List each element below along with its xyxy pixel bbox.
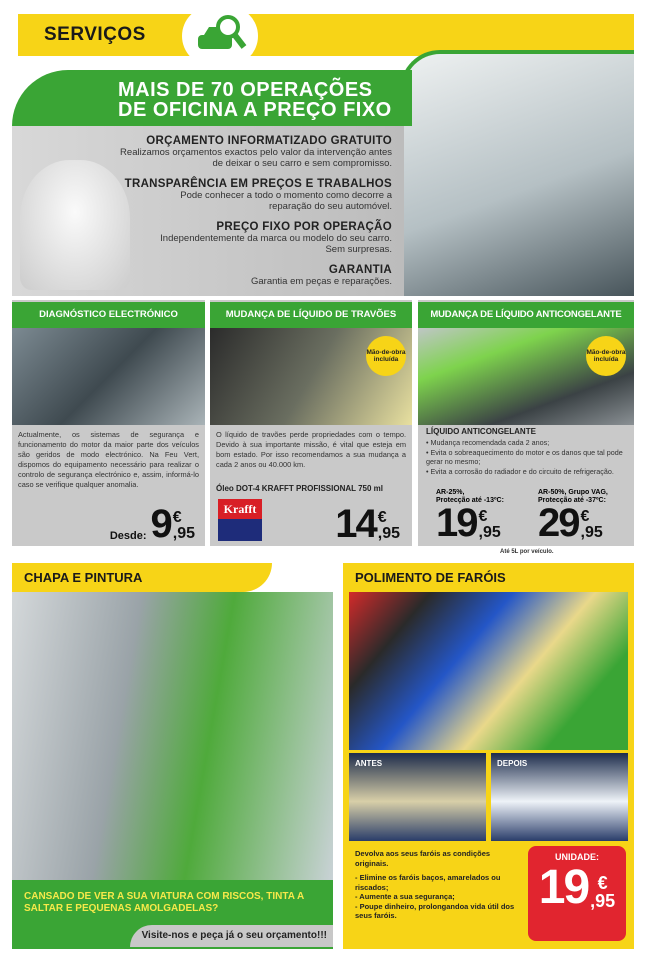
intro-text: Devolva aos seus faróis as condições originais. — [355, 849, 491, 868]
currency: € — [580, 508, 590, 525]
before-photo — [349, 753, 486, 841]
option-label: Protecção até -37ºC: — [538, 497, 606, 504]
car-magnifier-icon — [182, 6, 258, 66]
price-dec: ,95 — [478, 524, 501, 541]
bullet: - Elimine os faróis baços, amarelados ou riscados; — [355, 873, 501, 892]
service-travoes — [210, 300, 412, 546]
chapa-text: CANSADO DE VER A SUA VIATURA COM RISCOS, TINTA A SALTAR E PEQUENAS AMOLGADELAS? — [24, 891, 304, 914]
option-price — [436, 501, 504, 545]
feature-title: PREÇO FIXO POR OPERAÇÃO — [216, 221, 392, 233]
feature-text: Pode conhecer a todo o momento como decorre a reparação do seu automóvel. — [180, 190, 392, 212]
product-name: Óleo DOT-4 KRAFFT PROFISSIONAL 750 ml — [216, 484, 383, 493]
currency: € — [172, 509, 182, 526]
banner-title — [118, 80, 392, 120]
feature-title: TRANSPARÊNCIA EM PREÇOS E TRABALHOS — [124, 178, 392, 190]
option-label: AR-25%, — [436, 489, 465, 496]
option-price — [538, 501, 608, 545]
farois-section — [343, 563, 634, 949]
price-dec: ,95 — [377, 525, 400, 542]
feature-text: Independentemente da marca ou modelo do seu carro. Sem surpresas. — [160, 233, 392, 255]
krafft-logo — [218, 499, 262, 541]
bullet: • Evita a corrosão do radiador e do circuito de refrigeração. — [426, 466, 614, 476]
service-anticongelante — [418, 300, 634, 546]
service-title: DIAGNÓSTICO ELECTRÓNICO — [12, 302, 205, 328]
feature — [92, 135, 392, 169]
bullet-list — [355, 873, 521, 921]
service-text: Actualmente, os sistemas de segurança e funcionamento do motor da maior parte dos veículos são geridos de modo electrónico. Na Feu Vert, dispomos do equipamento necessário para realizar o controlo de segurança electrónico e, assim, informá-lo caso se verifique qualquer anomalia. — [18, 430, 199, 489]
currency: € — [377, 509, 387, 526]
price-label: UNIDADE: — [555, 852, 599, 862]
price-box — [528, 846, 626, 941]
volume-note: Até 5L por veículo. — [500, 549, 554, 555]
feature-title: GARANTIA — [328, 264, 392, 276]
price-int: 19 — [436, 501, 477, 545]
bullet-list — [426, 438, 630, 476]
feature — [92, 178, 392, 212]
price-int: 29 — [538, 501, 579, 545]
after-label: DEPOIS — [497, 759, 528, 768]
before-label: ANTES — [355, 759, 383, 768]
service-price — [109, 502, 195, 546]
banner-line-2: DE OFICINA A PREÇO FIXO — [118, 99, 392, 121]
labor-included-badge: Mão-de-obra incluída — [366, 336, 406, 376]
currency: € — [478, 508, 488, 525]
price-option — [538, 489, 608, 545]
feature-text: Garantia em peças e reparações. — [251, 276, 392, 287]
price-int: 9 — [150, 502, 171, 546]
labor-included-badge: Mão-de-obra incluída — [586, 336, 626, 376]
service-diagnostico — [12, 300, 205, 546]
service-text: O líquido de travões perde propriedades com o tempo. Devido à sua importante missão, é vital que esteja em bom estado. Por isso recomendamos a sua mudança a cada 2 anos ou 40.000 km. — [216, 430, 406, 469]
section-title: POLIMENTO DE FARÓIS — [343, 563, 634, 592]
section-title: CHAPA E PINTURA — [12, 563, 272, 592]
section-title: SERVIÇOS — [44, 24, 146, 45]
banner-line-1: MAIS DE 70 OPERAÇÕES — [118, 79, 373, 101]
diagnostic-photo — [12, 328, 205, 425]
currency: € — [597, 873, 608, 893]
price-int: 19 — [538, 861, 589, 914]
feature — [92, 264, 392, 287]
price-dec: ,95 — [580, 524, 603, 541]
service-price — [335, 502, 400, 546]
subtitle: LÍQUIDO ANTICONGELANTE — [426, 427, 536, 436]
workshop-photo — [400, 50, 634, 296]
price — [528, 861, 626, 914]
chapa-section — [12, 563, 333, 949]
option-label: Protecção até -13ºC: — [436, 497, 504, 504]
price-option — [436, 489, 504, 545]
price-dec: ,95 — [590, 891, 616, 911]
bullet: • Evita o sobreaquecimento do motor e os danos que tal pode gerar no mesmo; — [426, 447, 623, 466]
bullet: - Aumente a sua segurança; — [355, 892, 455, 901]
service-title: MUDANÇA DE LÍQUIDO ANTICONGELANTE — [418, 302, 634, 328]
brand-label: Krafft — [218, 499, 262, 519]
option-label: AR-50%, Grupo VAG, — [538, 489, 608, 496]
price-dec: ,95 — [172, 525, 195, 542]
price-int: 14 — [335, 502, 376, 546]
painting-photo — [12, 592, 333, 880]
after-photo — [491, 753, 628, 841]
polishing-photo — [349, 592, 628, 750]
feature-title: ORÇAMENTO INFORMATIZADO GRATUITO — [146, 135, 392, 147]
price-prefix: Desde: — [109, 530, 147, 542]
service-title: MUDANÇA DE LÍQUIDO DE TRAVÕES — [210, 302, 412, 328]
bullet: - Poupe dinheiro, prolongandoa vida útil dos seus faróis. — [355, 901, 515, 920]
cta-text: Visite-nos e peça já o seu orçamento!!! — [130, 925, 333, 947]
feature — [92, 221, 392, 255]
feature-text: Realizamos orçamentos exactos pelo valor da intervenção antes de deixar o seu carro e sem compromisso. — [120, 147, 392, 169]
bullet: • Mudança recomendada cada 2 anos; — [426, 438, 550, 447]
